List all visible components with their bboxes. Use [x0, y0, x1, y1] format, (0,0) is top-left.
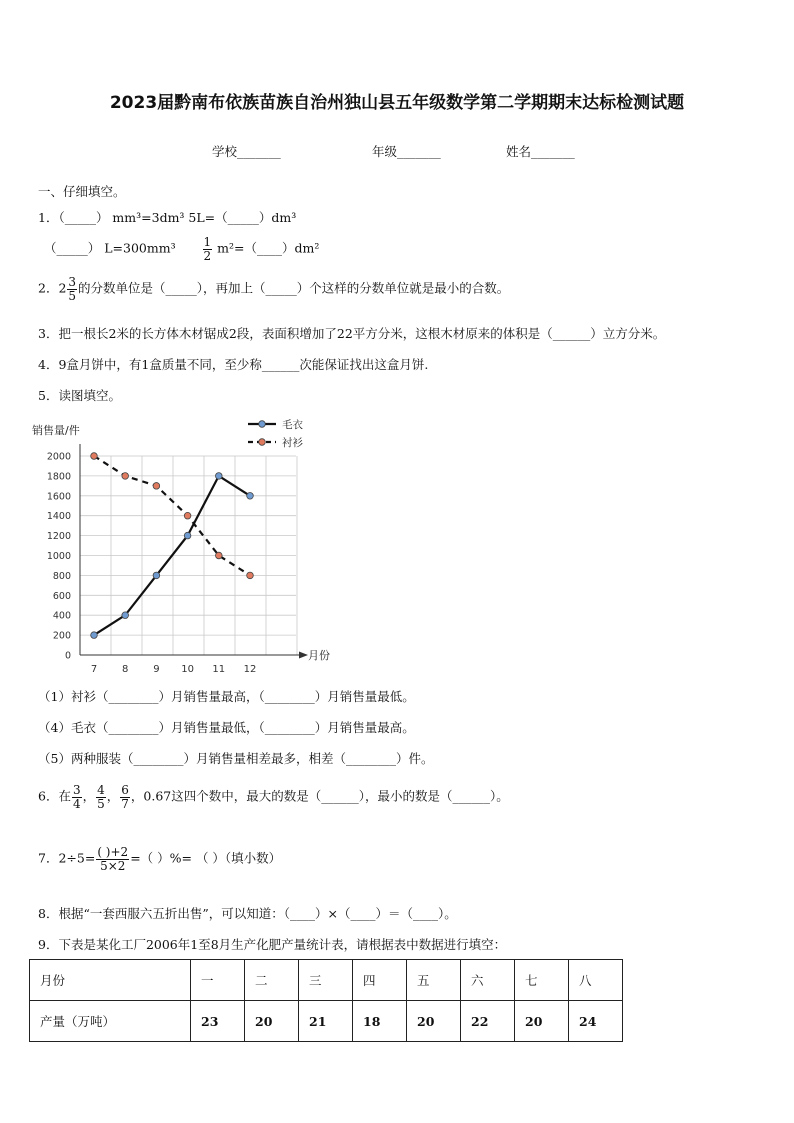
fraction-numerator: 6 [121, 783, 129, 797]
y-tick-label: 1800 [46, 471, 71, 483]
table-cell: 一 [191, 960, 245, 1001]
fraction-denominator: 5 [68, 288, 77, 303]
fraction-3-4 [72, 784, 82, 810]
table-cell: 20 [245, 1001, 299, 1042]
question-9: 9．下表是某化工厂2006年1至8月生产化肥产量统计表，请根据表中数据进行填空： [38, 937, 507, 952]
table-cell: 三 [299, 960, 353, 1001]
production-table [29, 959, 623, 1042]
data-point [184, 512, 191, 519]
y-tick-label: 2000 [46, 451, 71, 463]
question-7-text: =（ ）%= （ ）（填小数） [130, 850, 282, 866]
x-axis-arrow [299, 652, 308, 659]
data-point [216, 473, 223, 480]
chart-ticks [32, 423, 330, 675]
data-point [247, 572, 254, 579]
table-cell: 产量（万吨） [30, 1001, 191, 1042]
fraction-denominator: 4 [72, 796, 81, 811]
fraction-denominator: 2 [203, 248, 212, 263]
y-tick-label: 1600 [46, 491, 71, 503]
table-cell: 七 [515, 960, 569, 1001]
fraction-numerator: ( )+2 [97, 845, 129, 859]
fraction-denominator: 5 [97, 796, 105, 811]
question-5-item-3: （5）两种服装（________）月销售量相差最多，相差（________）件。 [38, 751, 434, 766]
table-cell: 20 [407, 1001, 461, 1042]
fraction-denominator: 7 [121, 796, 129, 811]
question-2 [38, 276, 509, 302]
question-6-text: ，0.67这四个数中，最大的数是（______），最小的数是（______）。 [130, 788, 509, 804]
legend-label: 毛衣 [282, 419, 303, 431]
data-point [153, 483, 160, 490]
x-tick-label: 9 [153, 664, 160, 675]
data-point [247, 493, 254, 500]
table-cell: 二 [245, 960, 299, 1001]
data-point [122, 473, 129, 480]
sales-line-chart [30, 414, 350, 676]
question-1c-text: m²=（____）dm² [217, 240, 320, 256]
fraction-equation [96, 846, 129, 872]
school-field: 学校_______ [212, 144, 281, 159]
question-6-prefix: 6．在 [38, 788, 71, 804]
y-tick-label: 800 [52, 570, 71, 582]
legend-marker [259, 439, 266, 446]
y-tick-label: 400 [52, 610, 71, 622]
x-tick-label: 7 [90, 664, 98, 675]
question-6: 6．在 $\frac{3}{4}$ ， $\frac{4}{5}$ ， $\frac{6}{7}$ ，0.67这四个数中，最大的数是（______），最小的数是（______）。 [38, 783, 509, 811]
question-8: 8．根据“一套西服六五折出售”，可以知道：（____）×（____）＝（____）。 [38, 906, 457, 921]
data-point [153, 572, 160, 579]
question-2-prefix: 2．2 [38, 280, 67, 296]
table-cell: 22 [461, 1001, 515, 1042]
question-1b-text: （_____） L=300mm³ [44, 240, 176, 256]
fraction-denominator: 5×2 [100, 858, 126, 873]
data-point [184, 532, 191, 539]
data-point [91, 632, 98, 639]
y-tick-label: 1200 [46, 531, 71, 543]
x-tick-label: 11 [212, 664, 226, 675]
chart-legend [248, 418, 303, 449]
table-cell: 18 [353, 1001, 407, 1042]
fraction-4-5 [96, 784, 106, 810]
data-point [91, 453, 98, 460]
y-axis-label: 销售量/件 [32, 424, 80, 437]
question-7-prefix: 7．2÷5= [38, 850, 96, 866]
table-row [30, 1001, 623, 1042]
question-7 [38, 846, 281, 872]
x-tick-label: 8 [122, 664, 129, 675]
table-cell: 月份 [30, 960, 191, 1001]
fraction-numerator: 4 [97, 783, 105, 797]
y-tick-label: 200 [52, 630, 71, 642]
page-title: 2023届黔南布依族苗族自治州独山县五年级数学第二学期期末达标检测试题 [109, 93, 685, 113]
question-1b [44, 236, 319, 262]
y-tick-label: 1000 [46, 551, 71, 562]
legend-marker [259, 421, 266, 428]
grade-field: 年级_______ [372, 144, 441, 159]
fraction-numerator: 3 [72, 783, 81, 797]
question-5-item-1: （1）衬衫（________）月销售量最高，（________）月销售量最低。 [38, 689, 415, 704]
table-cell: 24 [569, 1001, 623, 1042]
name-field: 姓名_______ [506, 144, 575, 159]
question-5: 5．读图填空。 [38, 388, 121, 403]
x-axis-label: 月份 [308, 649, 330, 662]
fraction-numerator: 1 [203, 235, 212, 249]
question-3: 3．把一根长2米的长方体木材锯成2段，表面积增加了22平方分米，这根木材原来的体积是（______）立方分米。 [38, 326, 666, 341]
question-1a: 1．（_____） mm³=3dm³ 5L=（_____）dm³ [38, 210, 297, 225]
y-tick-label: 600 [52, 590, 71, 602]
question-5-item-2: （4）毛衣（________）月销售量最低，（________）月销售量最高。 [38, 720, 415, 735]
data-point [216, 552, 223, 559]
question-4: 4．9盒月饼中，有1盒质量不同，至少称______次能保证找出这盒月饼. [38, 357, 429, 372]
table-cell: 21 [299, 1001, 353, 1042]
x-tick-label: 10 [181, 664, 194, 675]
table-row [30, 960, 623, 1001]
question-2-text: 的分数单位是（_____），再加上（_____）个这样的分数单位就是最小的合数。 [78, 280, 510, 296]
y-tick-label: 1400 [46, 511, 71, 523]
y-tick-label: 0 [64, 650, 71, 662]
x-tick-label: 12 [243, 664, 257, 675]
fraction-half [203, 236, 213, 262]
table-cell: 23 [191, 1001, 245, 1042]
table-cell: 八 [569, 960, 623, 1001]
legend-label: 衬衫 [282, 437, 303, 449]
fraction-numerator: 3 [68, 275, 77, 289]
table-cell: 六 [461, 960, 515, 1001]
table-cell: 四 [353, 960, 407, 1001]
chart-grid [80, 456, 297, 655]
chart-series [91, 453, 254, 639]
section-heading: 一、仔细填空。 [38, 184, 126, 199]
fraction-mixed [67, 276, 77, 302]
data-point [122, 612, 129, 619]
table-cell: 20 [515, 1001, 569, 1042]
table-cell: 五 [407, 960, 461, 1001]
fraction-6-7 [120, 784, 130, 810]
